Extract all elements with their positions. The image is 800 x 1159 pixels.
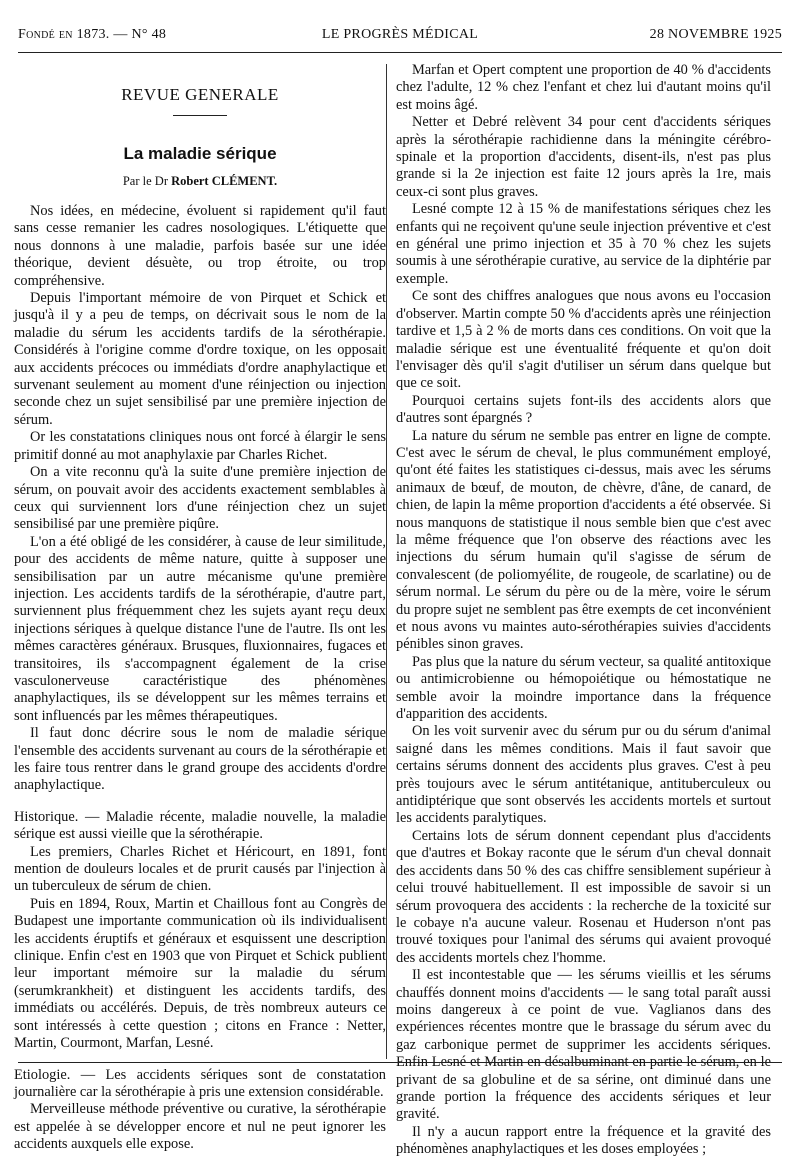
paragraph: Or les constatations cliniques nous ont forcé à élargir le sens primitif donné au mot anaphylaxie par Charles Richet.	[14, 429, 386, 463]
section-title: REVUE GENERALE	[121, 85, 279, 104]
paragraph: On a vite reconnu qu'à la suite d'une première injection de sérum, on pouvait avoir des accidents exactement semblables à ceux qui surviennent lors d'une réinjection chez un sujet sensibilisé par une première piqûre.	[14, 464, 386, 533]
article-title: La maladie sérique	[123, 144, 277, 163]
paragraph: Il est incontestable que — les sérums vieillis et les sérums chauffés donnent moins d'accidents — le sang total paraît aussi moins dangereux à ce point de vue. Vaglianos dans des expériences récentes montre que le brassage du sérum avec du gaz carbonique permet de supprimer les accidents sériques. Enfin Lesné et Martin en désalbuminant en partie le sérum, en le privant de sa globuline et de sa sérine, ont diminué dans une grande portion la fréquence des accidents sériques et leur gravité.	[396, 967, 771, 1123]
historique-heading-paragraph: Historique. — Maladie récente, maladie nouvelle, la maladie sérique est aussi vieille que la sérothérapie.	[14, 808, 386, 843]
paragraph: Merveilleuse méthode préventive ou curative, la sérothérapie est appelée à se développer encore et nul ne peut ignorer les accidents auxquels elle expose.	[14, 1101, 386, 1153]
byline	[14, 173, 386, 189]
section-rule	[173, 115, 227, 116]
right-column	[396, 62, 771, 1159]
header-rule	[18, 52, 782, 53]
paragraph: Il n'y a aucun rapport entre la fréquence et la gravité des phénomènes anaphylactiques et les doses employées ;	[396, 1123, 771, 1158]
paragraph: Depuis l'important mémoire de von Pirquet et Schick et jusqu'à il y a peu de temps, on décrivait sous le nom de la maladie du sérum les accidents tardifs de la sérothérapie. Considérés à l'origine comme d'ordre toxique, on les opposait aux accidents précoces ou immédiats d'ordre anaphylactique et survenant seulement au moment d'une réinjection ou injection seconde chez un sujet sensibilisé par une première injection de sérum.	[14, 290, 386, 428]
paragraph: On les voit survenir avec du sérum pur ou du sérum d'animal saigné dans les mêmes conditions. Mais il faut savoir que certains sérums donnent des accidents plus graves. C'est à peu près toujours avec le sérum antitétanique, antituberculeux ou antidiptérique que sont observés les accidents mortels et surtout les accidents paralytiques.	[396, 723, 771, 827]
paragraph: L'on a été obligé de les considérer, à cause de leur similitude, pour des accidents de même nature, quitte à supposer une sensibilisation par un autre mécanisme qu'une première injection. Les accidents tardifs de la sérothérapie, d'autre part, surviennent plus fréquemment chez les sujets ayant reçu deux injections sériques à quelque distance l'une de l'autre. Ils ont les mêmes caractères généraux. Brusques, fluxionnaires, fugaces et transitoires, ils s'accompagnent également de la crise vasculonerveuse caractéristique des phénomènes anaphylactiques, ils se développent sur les mêmes terrains et sont influencés par les mêmes thérapeutiques.	[14, 533, 386, 724]
header-founded-issue: Fondé en 1873. — N° 48	[18, 27, 167, 42]
paragraph: Lesné compte 12 à 15 % de manifestations sériques chez les enfants qui ne reçoivent qu'une seule injection préventive et c'est en général une primo injection et 35 à 70 % chez les sujets soumis à une sérothérapie curative, au service de la diphtérie par exemple.	[396, 201, 771, 287]
paragraph: Pas plus que la nature du sérum vecteur, sa qualité antitoxique ou antimicrobienne ou hémopoiétique ou hémostatique ne semble avoir la moindre importance dans la fréquence d'apparition des accidents.	[396, 653, 771, 723]
paragraph: Les premiers, Charles Richet et Héricourt, en 1891, font mention de douleurs locales et de prurit causés par l'injection à un tuberculeux de sérum de chien.	[14, 843, 386, 895]
etiologie-heading-paragraph: Etiologie. — Les accidents sériques sont de constatation journalière car la sérothérapie à pris une extension considérable.	[14, 1066, 386, 1100]
paragraph: Il faut donc décrire sous le nom de maladie sérique l'ensemble des accidents survenant au cours de la sérothérapie et les faire tous rentrer dans le grand groupe des accidents d'ordre anaphylactique.	[14, 725, 386, 794]
left-body	[14, 203, 386, 1154]
footer-rule	[18, 1062, 782, 1063]
left-column	[14, 62, 386, 1154]
byline-prefix: Par le Dr	[122, 174, 168, 188]
column-divider	[386, 64, 387, 1059]
paragraph: Puis en 1894, Roux, Martin et Chaillous font au Congrès de Budapest une importante communication où ils individualisent les accidents éruptifs et généraux et esquissent une description clinique. Enfin c'est en 1903 que von Pirquet et Schick publient leur important mémoire sur la maladie du sérum (serumkrankheit) et distinguent les accidents tardifs, des immédiats ou accélérés. Depuis, de très nombreux auteurs ce sont intéressés à cette question ; citons en France : Netter, Martin, Courmont, Marfan, Lesné.	[14, 895, 386, 1052]
paragraph: Certains lots de sérum donnent cependant plus d'accidents que d'autres et Bokay raconte que le sérum d'un cheval donnait des accidents dans 50 % des cas chiffre sensiblement supérieur à celui trouvé habituellement. Il est impossible de savoir si un sérum provoquera des accidents : la recherche de la toxicité sur le cobaye n'a aucune valeur. Rosenau et Huderson n'ont pas trouvé toxiques pour l'animal des sérums qui avaient provoqué des accidents mortels chez l'homme.	[396, 827, 771, 966]
running-head	[18, 27, 782, 49]
paragraph: Pourquoi certains sujets font-ils des accidents alors que d'autres sont épargnés ?	[396, 392, 771, 427]
paragraph: Nos idées, en médecine, évoluent si rapidement qu'il faut sans cesse remanier les cadres nosologiques. L'étiquette que nous donnons à une maladie, parfois basée sur une idée théorique, devient désuète, ou trop étroite, ou trop compréhensive.	[14, 203, 386, 289]
spacer	[14, 795, 386, 809]
paragraph: Netter et Debré relèvent 34 pour cent d'accidents sériques après la sérothérapie rachidienne dans la méningite cérébro-spinale et la proportion d'accidents, disent-ils, n'est pas plus grande si la 2e injection est faite 12 jours après la 1re, mais ceux-ci sont plus graves.	[396, 114, 771, 200]
author-name: Robert CLÉMENT.	[171, 174, 278, 188]
header-journal-title: LE PROGRÈS MÉDICAL	[321, 27, 479, 42]
paragraph: Marfan et Opert comptent une proportion de 40 % d'accidents chez l'adulte, 12 % chez l'enfant et chez lui d'autant moins qu'il est moins âgé.	[396, 62, 771, 113]
paragraph: Ce sont des chiffres analogues que nous avons eu l'occasion d'observer. Martin compte 50 % d'accidents après une réinjection tardive et 1,5 à 2 % de morts dans ces conditions. On voit que la maladie sérique est une éventualité fréquente et qu'on doit l'envisager dès qu'il s'agit d'utiliser un sérum dans quelque but que ce soit.	[396, 288, 771, 392]
paragraph: La nature du sérum ne semble pas entrer en ligne de compte. C'est avec le sérum de cheval, le plus communément employé, qu'ont été faites les statistiques ci-dessus, mais avec les sérums animaux de bœuf, de mouton, de chèvre, d'âne, de canard, de chien, de lapin la même proportion d'accidents a été observée. Si nous manquons de statistique il nous semble bien que c'est avec la même fréquence que l'on observe des réactions avec les injections du sérum humain qu'il s'agisse de sérum de convalescent (de poliomyélite, de rougeole, de scarlatine) ou de sérum normal. Le sérum du père ou de la mère, voire le sérum du propre sujet ne semblent pas être exempts de cet inconvénient et nous avons vu maintes auto-sérothérapies suivies d'accidents pénibles sinon graves.	[396, 427, 771, 653]
spacer	[14, 1053, 386, 1067]
header-date: 28 NOVEMBRE 1925	[649, 27, 782, 42]
